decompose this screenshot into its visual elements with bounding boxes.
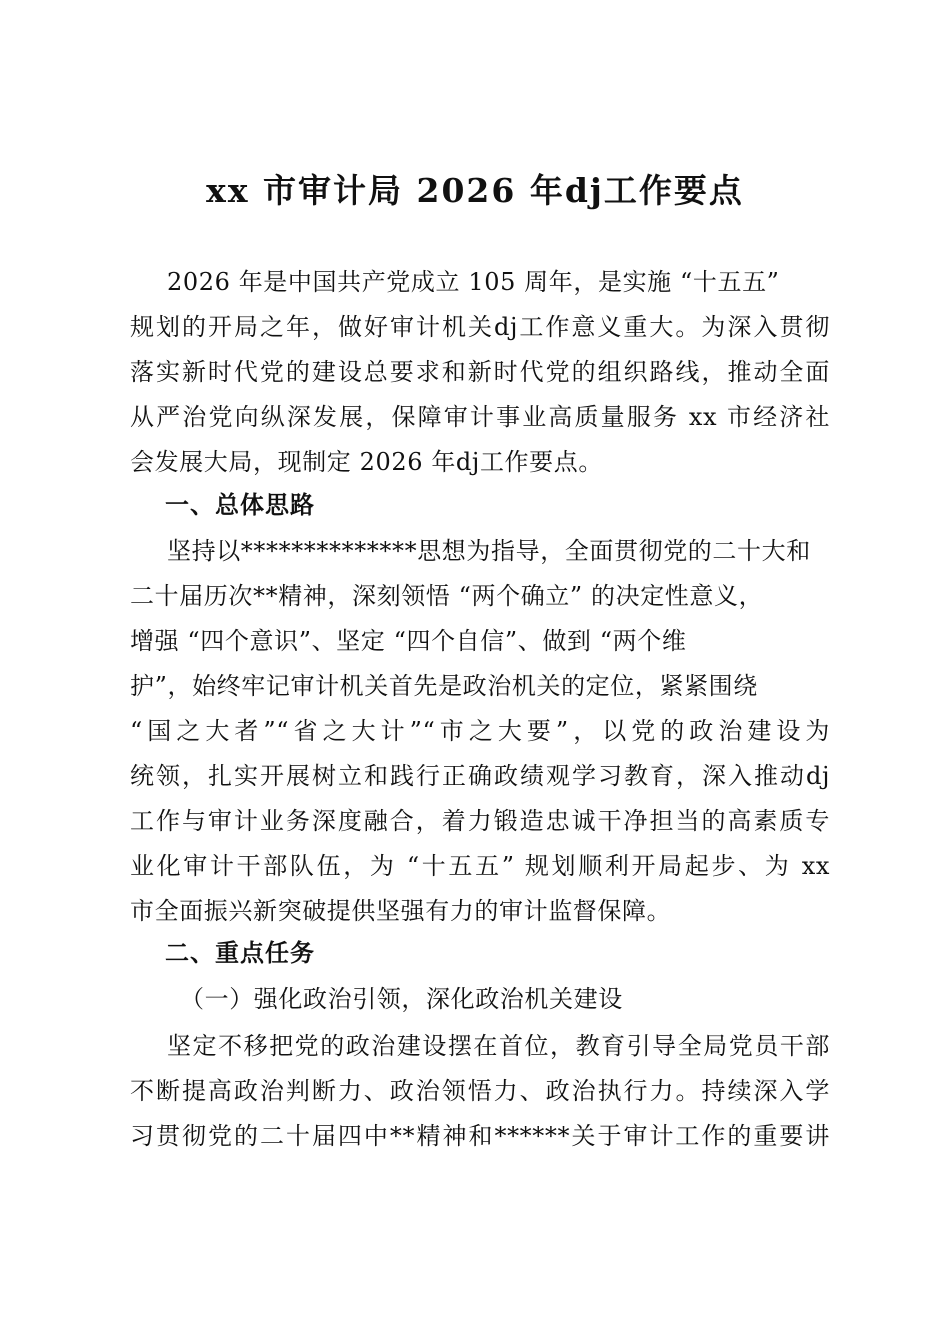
intro-line-4: 从严治党向纵深发展，保障审计事业高质量服务 xx 市经济社 xyxy=(130,403,830,431)
section1-line-6: 统领，扎实开展树立和践行正确政绩观学习教育，深入推动dj xyxy=(130,762,830,790)
intro-line-5: 会发展大局，现制定 2026 年dj工作要点。 xyxy=(130,448,603,476)
section1-line-3: 增强 “四个意识”、坚定 “四个自信”、做到 “两个维 xyxy=(130,627,687,655)
intro-line-2: 规划的开局之年，做好审计机关dj工作意义重大。为深入贯彻 xyxy=(130,313,830,341)
intro-line-3: 落实新时代党的建设总要求和新时代党的组织路线，推动全面 xyxy=(130,358,830,386)
intro-line-1: 2026 年是中国共产党成立 105 周年，是实施 “十五五” xyxy=(167,268,780,296)
subsection1-line-3: 习贯彻党的二十届四中**精神和******关于审计工作的重要讲 xyxy=(130,1122,830,1150)
section1-line-1: 坚持以**************思想为指导，全面贯彻党的二十大和 xyxy=(167,537,811,565)
section-heading-key-tasks: 二、重点任务 xyxy=(165,939,315,967)
section1-line-5: “国之大者”“省之大计”“市之大要”，以党的政治建设为 xyxy=(130,717,830,745)
section1-line-8: 业化审计干部队伍，为 “十五五” 规划顺利开局起步、为 xx xyxy=(130,852,830,880)
section1-line-9: 市全面振兴新突破提供坚强有力的审计监督保障。 xyxy=(130,897,672,925)
subsection1-line-1: 坚定不移把党的政治建设摆在首位，教育引导全局党员干部 xyxy=(167,1032,830,1060)
section1-line-4: 护”，始终牢记审计机关首先是政治机关的定位，紧紧围绕 xyxy=(130,672,758,700)
subsection-heading-political-guidance: （一）强化政治引领，深化政治机关建设 xyxy=(180,985,623,1013)
document-title: xx 市审计局 2026 年dj工作要点 xyxy=(206,171,744,210)
subsection1-line-2: 不断提高政治判断力、政治领悟力、政治执行力。持续深入学 xyxy=(130,1077,830,1105)
section1-line-2: 二十届历次**精神，深刻领悟 “两个确立” 的决定性意义， xyxy=(130,582,764,610)
section-heading-overall-approach: 一、总体思路 xyxy=(165,491,315,519)
section1-line-7: 工作与审计业务深度融合，着力锻造忠诚干净担当的高素质专 xyxy=(130,807,830,835)
